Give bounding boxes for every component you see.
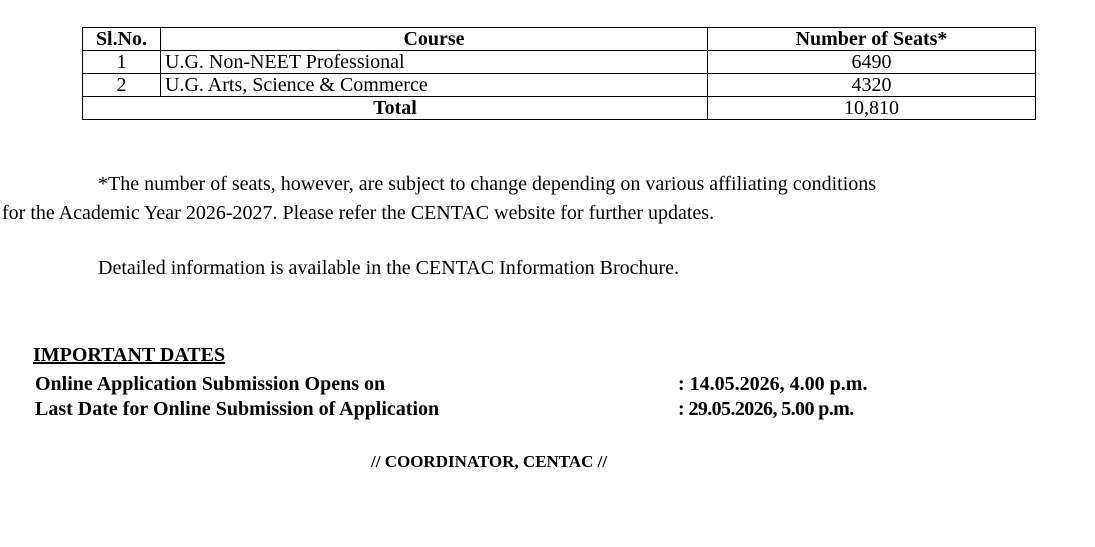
note-line-1: *The number of seats, however, are subject to change depending on various affiliating conditions — [98, 173, 877, 195]
note-line-2: for the Academic Year 2026-2027. Please refer the CENTAC website for further updates. — [2, 202, 715, 224]
important-dates-heading: IMPORTANT DATES — [33, 344, 226, 366]
table-total-row — [83, 97, 1036, 120]
row-seats: 6490 — [708, 51, 1036, 74]
total-label: Total — [83, 97, 708, 120]
table-row — [83, 51, 1036, 74]
seats-table — [82, 27, 1036, 120]
date-label: Online Application Submission Opens on — [35, 373, 386, 395]
table-header-row — [83, 28, 1036, 51]
date-value: : 14.05.2026, 4.00 p.m. — [678, 373, 868, 395]
row-seats: 4320 — [708, 74, 1036, 97]
info-line: Detailed information is available in the CENTAC Information Brochure. — [98, 257, 680, 279]
row-course: U.G. Arts, Science & Commerce — [161, 74, 708, 97]
seats-note — [2, 170, 1087, 228]
row-sl-no: 2 — [83, 74, 161, 97]
table-row — [83, 74, 1036, 97]
row-sl-no: 1 — [83, 51, 161, 74]
total-value: 10,810 — [708, 97, 1036, 120]
row-course: U.G. Non-NEET Professional — [161, 51, 708, 74]
header-number-of-seats: Number of Seats* — [708, 28, 1036, 51]
header-course: Course — [161, 28, 708, 51]
date-label: Last Date for Online Submission of Application — [35, 398, 440, 420]
header-sl-no: Sl.No. — [83, 28, 161, 51]
date-value: : 29.05.2026, 5.00 p.m. — [678, 398, 854, 420]
coordinator-signature: // COORDINATOR, CENTAC // — [371, 452, 608, 471]
